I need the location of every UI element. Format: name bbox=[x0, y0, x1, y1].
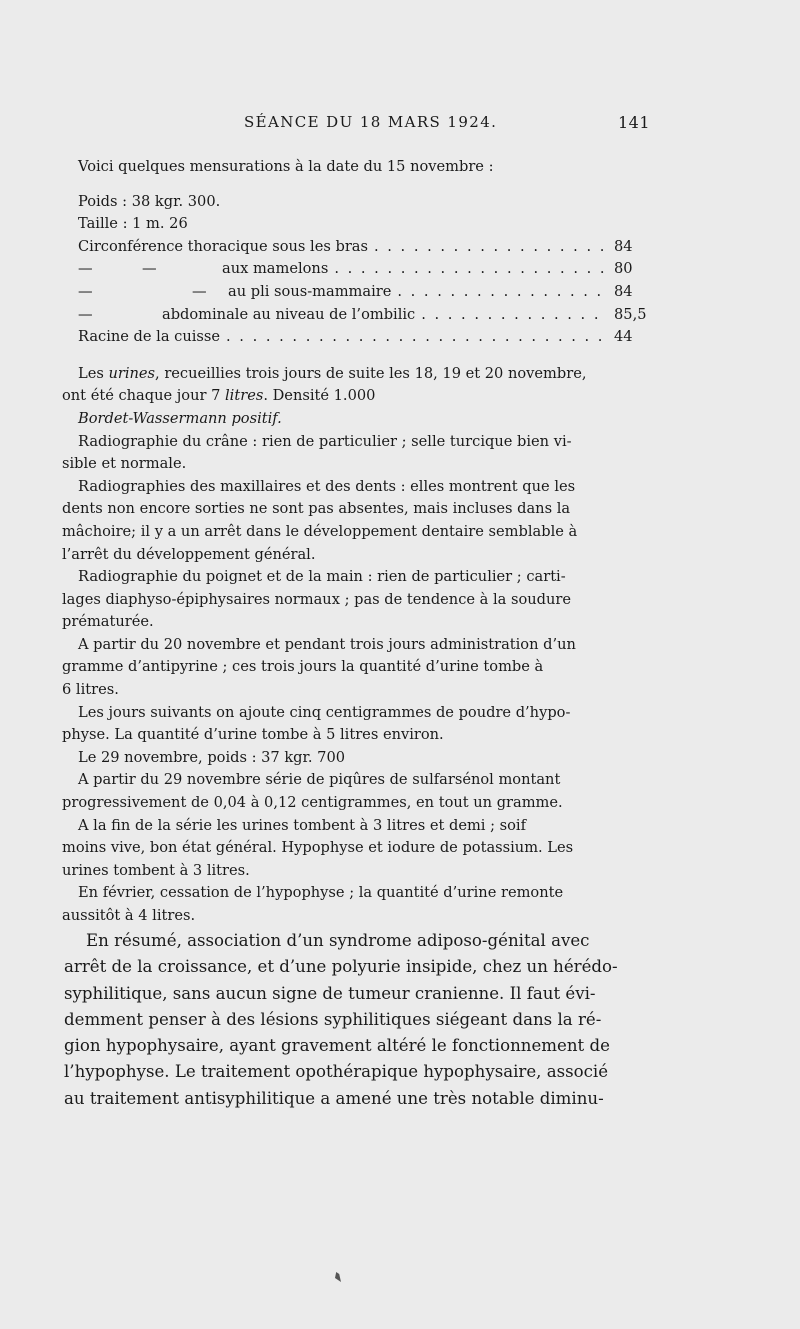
text-line: gramme d’antipyrine ; ces trois jours la quantité d’urine tombe à bbox=[62, 658, 544, 676]
text-line: mâchoire; il y a un arrêt dans le développement dentaire semblable à bbox=[62, 522, 578, 540]
measure-label: abdominale au niveau de l’ombilic bbox=[162, 305, 416, 323]
dot-leader bbox=[334, 258, 608, 281]
ditto-dash: — bbox=[78, 260, 93, 278]
february-paragraph bbox=[62, 882, 652, 927]
observations bbox=[62, 363, 652, 928]
measure-row-nipples bbox=[62, 258, 652, 281]
text-line: demment penser à des lésions syphilitiques siégeant dans la ré- bbox=[64, 1009, 602, 1029]
measure-row-thigh bbox=[62, 326, 652, 349]
measure-label: au pli sous-mammaire bbox=[228, 282, 392, 300]
dot-leader bbox=[397, 281, 608, 304]
ditto-dash: — bbox=[78, 305, 93, 323]
measure-row-submammary bbox=[62, 281, 652, 304]
intro-line: Voici quelques mensurations à la date du 15 novembre : bbox=[78, 158, 494, 175]
ditto-dash: — bbox=[192, 282, 207, 300]
text-line: A partir du 29 novembre série de piqûres de sulfarsénol montant bbox=[78, 771, 561, 789]
measurement-list bbox=[62, 191, 652, 349]
urine-paragraph bbox=[62, 363, 652, 408]
antipyrine-paragraph bbox=[62, 634, 652, 702]
measure-value: 85,5 bbox=[614, 305, 647, 323]
wrist-xray-paragraph bbox=[62, 566, 652, 634]
dot-leader bbox=[226, 326, 608, 349]
text-line: dents non encore sorties ne sont pas absentes, mais incluses dans la bbox=[62, 500, 571, 518]
measure-value: 84 bbox=[614, 237, 633, 255]
measure-row-abdominal bbox=[62, 304, 652, 327]
measure-weight: Poids : 38 kgr. 300. bbox=[78, 192, 221, 210]
measure-value: 84 bbox=[614, 282, 633, 300]
ditto-dash: — bbox=[78, 282, 93, 300]
text-line: moins vive, bon état général. Hypophyse et iodure de potassium. Les bbox=[62, 839, 574, 857]
measure-value: 80 bbox=[614, 260, 633, 278]
text-line: l’hypophyse. Le traitement opothérapique hypophysaire, associé bbox=[64, 1062, 609, 1082]
text-line: Radiographie du crâne : rien de particulier ; selle turcique bien vi- bbox=[78, 432, 572, 450]
text-line: Le 29 novembre, poids : 37 kgr. 700 bbox=[78, 748, 346, 766]
measure-label: Circonférence thoracique sous les bras bbox=[78, 237, 368, 255]
ditto-dash: — bbox=[142, 260, 157, 278]
measure-row-chest bbox=[62, 236, 652, 259]
text-line: lages diaphyso-épiphysaires normaux ; pas de tendence à la soudure bbox=[62, 590, 572, 608]
measure-value: 44 bbox=[614, 328, 633, 346]
dot-leader bbox=[421, 304, 608, 327]
text-line: A la fin de la série les urines tombent à 3 litres et demi ; soif bbox=[78, 816, 527, 834]
measure-height: Taille : 1 m. 26 bbox=[78, 215, 188, 233]
text-line: syphilitique, sans aucun signe de tumeur cranienne. Il faut évi- bbox=[64, 983, 596, 1003]
end-series-paragraph bbox=[62, 815, 652, 883]
skull-xray-paragraph bbox=[62, 431, 652, 476]
scan-speck-mark bbox=[335, 1272, 341, 1282]
text-line: Les jours suivants on ajoute cinq centigrammes de poudre d’hypo- bbox=[78, 703, 571, 721]
text-line: Radiographie du poignet et de la main : rien de particulier ; carti- bbox=[78, 568, 566, 586]
text-line: gion hypophysaire, ayant gravement altéré le fonctionnement de bbox=[64, 1036, 610, 1056]
sulfarsenol-paragraph bbox=[62, 769, 652, 814]
text-line: aussitôt à 4 litres. bbox=[62, 907, 196, 924]
measure-label: aux mamelons bbox=[222, 260, 329, 278]
text-line: A partir du 20 novembre et pendant trois jours administration d’un bbox=[78, 635, 576, 653]
page-header bbox=[78, 113, 650, 137]
measure-label: Racine de la cuisse bbox=[78, 328, 221, 346]
text-line: En résumé, association d’un syndrome adiposo-génital avec bbox=[86, 931, 590, 950]
text-line: physe. La quantité d’urine tombe à 5 litres environ. bbox=[62, 726, 444, 744]
jaw-xray-paragraph bbox=[62, 476, 652, 566]
text-line: Radiographies des maxillaires et des dents : elles montrent que les bbox=[78, 477, 576, 495]
page-number: 141 bbox=[617, 113, 650, 132]
text-line: progressivement de 0,04 à 0,12 centigrammes, en tout un gramme. bbox=[62, 794, 563, 812]
text-line: 6 litres. bbox=[62, 681, 119, 699]
text-line: prématurée. bbox=[62, 613, 154, 631]
text-line: Les urines, recueillies trois jours de suite les 18, 19 et 20 novembre, bbox=[78, 364, 587, 382]
text-line: urines tombent à 3 litres. bbox=[62, 861, 250, 879]
weight-update-paragraph bbox=[62, 747, 652, 770]
text-line: sible et normale. bbox=[62, 455, 187, 473]
text-line: En février, cessation de l’hypophyse ; la quantité d’urine remonte bbox=[78, 884, 564, 902]
case-notes bbox=[62, 156, 652, 928]
dot-leader bbox=[374, 236, 608, 259]
bordet-wassermann-result: Bordet-Wassermann positif. bbox=[78, 409, 282, 427]
text-line: ont été chaque jour 7 litres. Densité 1.000 bbox=[62, 387, 376, 405]
text-line: arrêt de la croissance, et d’une polyurie insipide, chez un hérédo- bbox=[64, 957, 618, 977]
text-line: au traitement antisyphilitique a amené une très notable diminu- bbox=[64, 1088, 604, 1108]
running-head: SÉANCE DU 18 MARS 1924. bbox=[244, 113, 498, 131]
hypophysis-powder-paragraph bbox=[62, 702, 652, 747]
text-line: l’arrêt du développement général. bbox=[62, 545, 316, 563]
summary-paragraph bbox=[64, 928, 656, 1112]
